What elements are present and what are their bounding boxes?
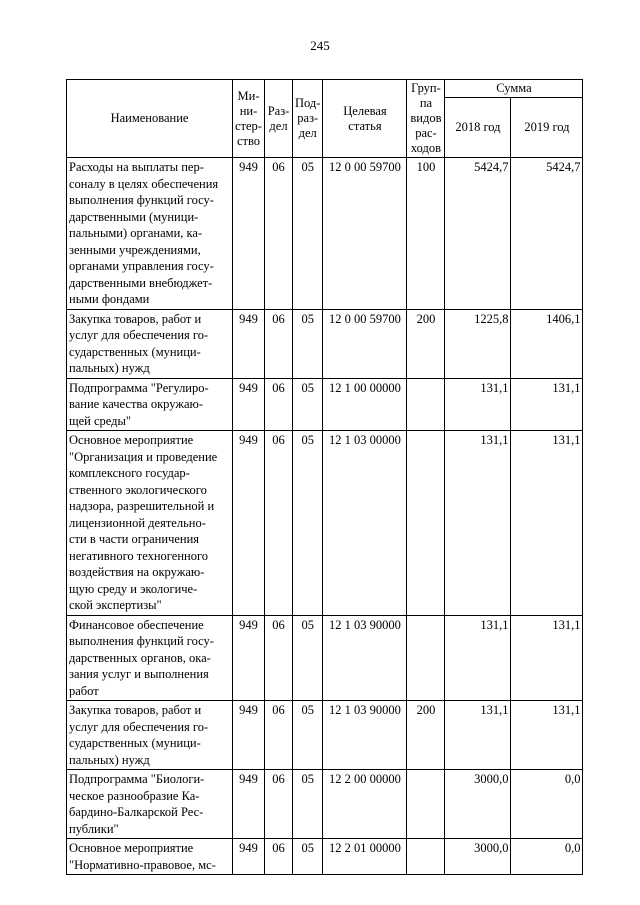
row-target: 12 1 03 90000 [323, 615, 407, 701]
row-sum-2019: 0,0 [511, 839, 583, 875]
row-sum-2019: 1406,1 [511, 309, 583, 378]
row-ministry: 949 [233, 158, 265, 310]
row-subsection: 05 [293, 309, 323, 378]
row-subsection: 05 [293, 158, 323, 310]
row-group [407, 615, 445, 701]
row-name: Закупка товаров, работ и услуг для обеспечения го- сударственных (муници- пальных) нужд [67, 701, 233, 770]
row-subsection: 05 [293, 770, 323, 839]
row-subsection: 05 [293, 701, 323, 770]
table-row [67, 701, 583, 770]
row-sum-2019: 0,0 [511, 770, 583, 839]
row-ministry: 949 [233, 378, 265, 431]
row-name: Финансовое обеспечение выполнения функций госу- дарственных органов, ока- зания услуг и выполнения работ [67, 615, 233, 701]
row-subsection: 05 [293, 378, 323, 431]
row-ministry: 949 [233, 431, 265, 616]
row-name: Основное мероприятие "Организация и проведение комплексного государ- ственного экологического надзора, разрешительной и лицензионной деятельно- сти в части ограничения негативного техногенного воздействия на окружаю- щую среду и экологиче- ской экспертизы" [67, 431, 233, 616]
row-section: 06 [265, 431, 293, 616]
table-row [67, 839, 583, 875]
budget-table [66, 79, 583, 875]
table-row [67, 378, 583, 431]
header-subsection: Под- раз- дел [293, 80, 323, 158]
row-target: 12 0 00 59700 [323, 158, 407, 310]
row-group: 100 [407, 158, 445, 310]
row-target: 12 0 00 59700 [323, 309, 407, 378]
row-target: 12 1 00 00000 [323, 378, 407, 431]
row-sum-2018: 3000,0 [445, 839, 511, 875]
table-row [67, 431, 583, 616]
row-target: 12 1 03 90000 [323, 701, 407, 770]
row-sum-2019: 131,1 [511, 615, 583, 701]
row-sum-2018: 5424,7 [445, 158, 511, 310]
table-row [67, 158, 583, 310]
table-row [67, 309, 583, 378]
row-name: Расходы на выплаты пер- соналу в целях обеспечения выполнения функций госу- дарственными (муници- пальными) органами, ка- зенными учреждениями, органами управления госу- дарственными внебюджет- ными фондами [67, 158, 233, 310]
row-group [407, 839, 445, 875]
row-section: 06 [265, 158, 293, 310]
row-name: Основное мероприятие "Нормативно-правовое, мс- [67, 839, 233, 875]
row-name: Подпрограмма "Биологи- ческое разнообразие Ка- бардино-Балкарской Рес- публики" [67, 770, 233, 839]
table-row [67, 615, 583, 701]
row-target: 12 2 00 00000 [323, 770, 407, 839]
header-year-2019: 2019 год [511, 98, 583, 158]
row-sum-2018: 1225,8 [445, 309, 511, 378]
table-body [67, 158, 583, 875]
row-sum-2019: 131,1 [511, 701, 583, 770]
row-subsection: 05 [293, 615, 323, 701]
row-group: 200 [407, 309, 445, 378]
row-ministry: 949 [233, 615, 265, 701]
row-sum-2018: 131,1 [445, 431, 511, 616]
header-year-2018: 2018 год [445, 98, 511, 158]
row-section: 06 [265, 378, 293, 431]
row-ministry: 949 [233, 701, 265, 770]
header-row [67, 80, 583, 98]
page-number: 245 [310, 38, 330, 53]
row-subsection: 05 [293, 431, 323, 616]
row-target: 12 2 01 00000 [323, 839, 407, 875]
row-sum-2018: 131,1 [445, 701, 511, 770]
row-ministry: 949 [233, 770, 265, 839]
row-section: 06 [265, 615, 293, 701]
header-target: Целевая статья [323, 80, 407, 158]
row-sum-2018: 131,1 [445, 615, 511, 701]
row-group [407, 770, 445, 839]
row-section: 06 [265, 309, 293, 378]
table-row [67, 770, 583, 839]
row-sum-2018: 131,1 [445, 378, 511, 431]
row-group [407, 378, 445, 431]
row-ministry: 949 [233, 839, 265, 875]
row-sum-2019: 131,1 [511, 431, 583, 616]
row-section: 06 [265, 701, 293, 770]
row-group: 200 [407, 701, 445, 770]
header-group: Груп- па видов рас- ходов [407, 80, 445, 158]
header-section: Раз- дел [265, 80, 293, 158]
row-name: Закупка товаров, работ и услуг для обеспечения го- сударственных (муници- пальных) нужд [67, 309, 233, 378]
row-sum-2018: 3000,0 [445, 770, 511, 839]
header-sum: Сумма [445, 80, 583, 98]
row-group [407, 431, 445, 616]
row-sum-2019: 5424,7 [511, 158, 583, 310]
header-ministry: Ми- ни- стер- ство [233, 80, 265, 158]
row-target: 12 1 03 00000 [323, 431, 407, 616]
header-name: Наименование [67, 80, 233, 158]
row-sum-2019: 131,1 [511, 378, 583, 431]
row-subsection: 05 [293, 839, 323, 875]
row-ministry: 949 [233, 309, 265, 378]
row-section: 06 [265, 839, 293, 875]
row-name: Подпрограмма "Регулиро- вание качества окружаю- щей среды" [67, 378, 233, 431]
row-section: 06 [265, 770, 293, 839]
